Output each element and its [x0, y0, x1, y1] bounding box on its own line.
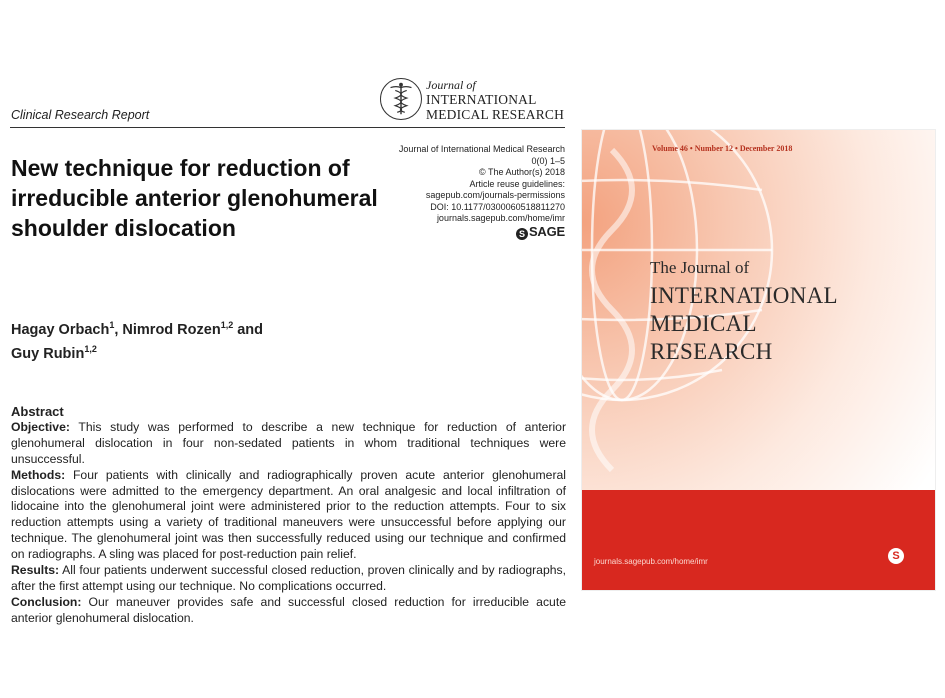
journal-logo: [380, 78, 570, 126]
cover-title-medical: MEDICAL: [650, 311, 757, 336]
author-affiliation: 1,2: [84, 343, 97, 354]
author-separator: ,: [114, 321, 119, 338]
cover-red-band: [582, 490, 935, 590]
meta-reuse-label: Article reuse guidelines:: [469, 178, 565, 189]
author-name: Guy Rubin: [11, 345, 85, 362]
caduceus-icon: [380, 78, 422, 120]
article-title: New technique for reduction of irreducible anterior glenohumeral shoulder dislocation: [11, 155, 378, 241]
cover-title-international: INTERNATIONAL: [650, 283, 838, 308]
article-meta: [395, 144, 565, 240]
sage-logo: [395, 223, 565, 240]
author-affiliation: 1: [109, 320, 115, 330]
journal-cover: [582, 130, 935, 590]
meta-pages: 0(0) 1–5: [531, 155, 565, 166]
header-divider: [10, 127, 565, 128]
author-affiliation: 1,2: [220, 320, 234, 330]
results-text: All four patients underwent successful closed reduction, proven clinically and by radiographs, after the first attempt using our technique. No complications occurred.: [11, 563, 567, 593]
meta-journal: Journal of International Medical Research: [398, 144, 565, 154]
author-name: Hagay Orbach: [11, 321, 110, 338]
abstract-heading: Abstract: [11, 404, 64, 419]
meta-reuse-link[interactable]: sagepub.com/journals-permissions: [425, 190, 565, 200]
author-separator: and: [237, 321, 264, 338]
report-type-label: Clinical Research Report: [11, 108, 150, 122]
sage-icon: S: [516, 228, 528, 240]
objective-label: Objective:: [11, 419, 70, 434]
abstract-methods: [11, 468, 566, 563]
author-name: Nimrod Rozen: [122, 321, 221, 338]
methods-label: Methods:: [11, 467, 66, 482]
abstract-conclusion: [11, 595, 566, 627]
cover-url[interactable]: journals.sagepub.com/home/imr: [594, 557, 708, 566]
sage-icon: S: [888, 548, 904, 564]
cover-journal-of: The Journal of: [650, 258, 750, 277]
objective-text: This study was performed to describe a new technique for reduction of anterior glenohumeral dislocation in four non-sedated patients in whom traditional techniques were unsuccessful.: [11, 419, 567, 466]
logo-medical-research-text: MEDICAL RESEARCH: [426, 107, 565, 122]
results-label: Results:: [11, 563, 60, 578]
sage-wordmark: SAGE: [528, 223, 565, 239]
meta-doi[interactable]: DOI: 10.1177/0300060518811270: [430, 201, 565, 212]
logo-journal-of-text: Journal of: [426, 78, 476, 92]
meta-journal-url[interactable]: journals.sagepub.com/home/imr: [436, 213, 565, 223]
author-list: [11, 316, 341, 364]
conclusion-text: Our maneuver provides safe and successful closed reduction for irreducible acute anterior glenohumeral dislocation.: [11, 594, 566, 625]
conclusion-label: Conclusion:: [11, 594, 82, 609]
logo-international-text: INTERNATIONAL: [426, 92, 537, 107]
abstract: [11, 404, 566, 627]
cover-title-research: RESEARCH: [650, 339, 773, 364]
meta-copyright: © The Author(s) 2018: [478, 167, 565, 177]
cover-issue-info: Volume 46 • Number 12 • December 2018: [652, 144, 793, 153]
abstract-results: [11, 563, 566, 595]
methods-text: Four patients with clinically and radiographically proven acute anterior glenohumeral dislocations were admitted to the emergency department. An oral analgesic and local infiltration of lidocaine into the glenohumeral joint were administered prior to the reduction attempts. Four to six reduction attempts using a variety of traditional maneuvers were unsuccessful before applying our technique. The glenohumeral joint was then successfully reduced using our technique and confirmed on radiographs. A sling was placed for post-reduction pain relief.: [11, 467, 566, 562]
abstract-objective: [11, 420, 566, 468]
